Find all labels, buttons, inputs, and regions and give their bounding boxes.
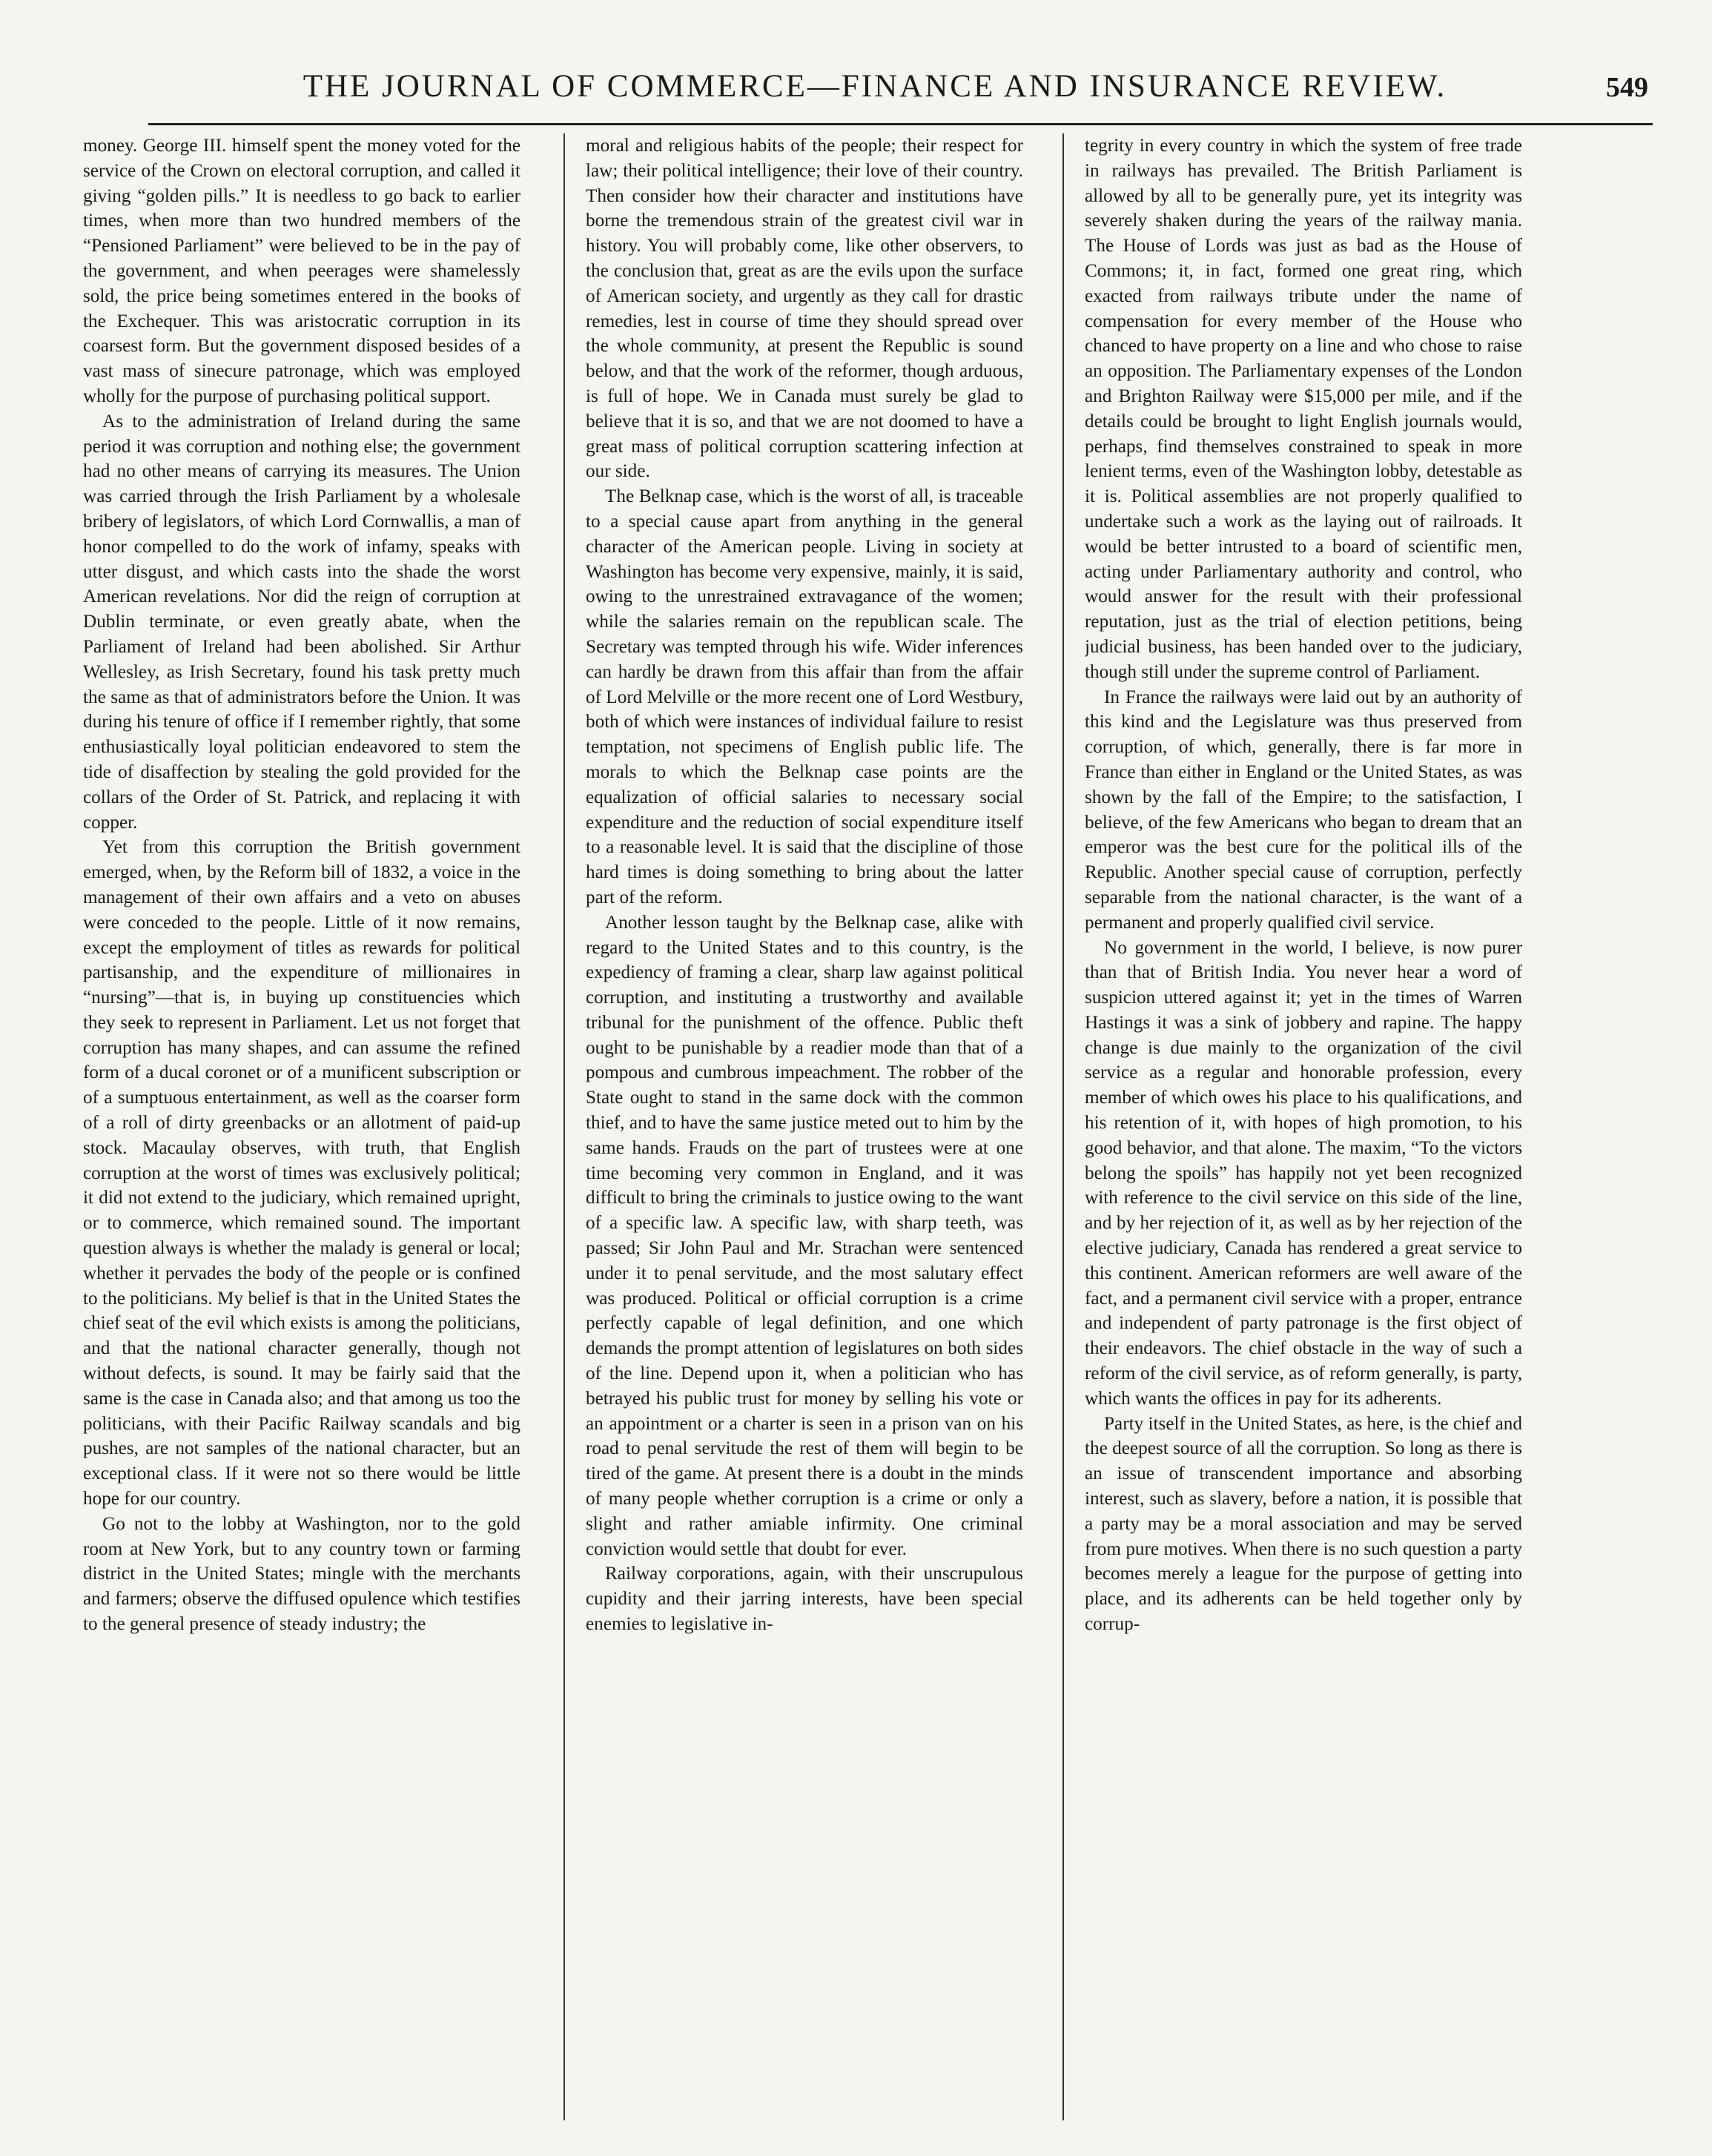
- paragraph: Go not to the lobby at Washington, nor to the gold room at New York, but to any country town or farming district in the United States; mingle with the merchants and farmers; observe the diffused opulence which testifies to the general presence of steady industry; the: [83, 1513, 520, 1635]
- page-number: 549: [1606, 72, 1648, 103]
- paragraph: Yet from this corruption the British government emerged, when, by the Reform bill of 1832, a voice in the management of their own affairs and a veto on abuses were conceded to the people. Little of it now remains, except the employment of titles as rewards for political partisanship, and the expenditure of millionaires in “nursing”—that is, in buying up constituencies which they seek to represent in Parliament. Let us not forget that corruption has many shapes, and can assume the refined form of a ducal coronet or of a munificent subscription or of a sumptuous entertainment, as well as the coarser form of a roll of dirty greenbacks or an allotment of paid-up stock. Macaulay observes, with truth, that English corruption at the worst of times was exclusively political; it did not extend to the judiciary, which remained upright, or to commerce, which remained sound. The important question always is whether the malady is general or local; whether it pervades the body of the people or is confined to the politicians. My belief is that in the United States the chief seat of the evil which exists is among the politicians, and that the national character generally, though not without defects, is sound. It may be fairly said that the same is the case in Canada also; and that among us too the politicians, with their Pacific Railway scandals and big pushes, are not samples of the national character, but an exceptional class. If it were not so there would be little hope for our country.: [83, 837, 520, 1509]
- paragraph: In France the railways were laid out by an authority of this kind and the Legislature was thus preserved from corruption, of which, generally, there is far more in France than either in England or the United States, as was shown by the fall of the Empire; to the satisfaction, I believe, of the few Americans who began to dream that an emperor was the best cure for the political ills of the Republic. Another special cause of corruption, perfectly separable from the national character, is the want of a permanent and properly qualified civil service.: [1085, 687, 1522, 933]
- paragraph: The Belknap case, which is the worst of all, is traceable to a special cause apart from anything in the general character of the American people. Living in society at Washington has become very expensive, mainly, it is said, owing to the unrestrained extravagance of the women; while the salaries remain on the republican scale. The Secretary was tempted through his wife. Wider inferences can hardly be drawn from this affair than from the affair of Lord Melville or the more recent one of Lord Westbury, both of which were instances of individual failure to resist temptation, not specimens of English public life. The morals to which the Belknap case points are the equalization of official salaries to necessary social expenditure and the reduction of social expenditure itself to a reasonable level. It is said that the discipline of those hard times is doing something to bring about the latter part of the reform.: [586, 486, 1023, 907]
- paragraph: money. George III. himself spent the money voted for the service of the Crown on electoral corruption, and called it giving “golden pills.” It is needless to go back to earlier times, when more than two hundred members of the “Pensioned Parliament” were believed to be in the pay of the government, and when peerages were shamelessly sold, the price being sometimes entered in the books of the Exchequer. This was aristocratic corruption in its coarsest form. But the government disposed besides of a vast mass of sinecure patronage, which was employed wholly for the purpose of purchasing political support.: [83, 136, 520, 406]
- column-rule: [563, 133, 565, 2120]
- paragraph: tegrity in every country in which the system of free trade in railways has prevailed. The British Parliament is allowed by all to be generally pure, yet its integrity was severely shaken during the years of the railway mania. The House of Lords was just as bad as the House of Commons; it, in fact, formed one great ring, which exacted from railways tribute under the name of compensation for every member of the House who chanced to have property on a line and who chose to raise an opposition. The Parliamentary expenses of the London and Brighton Railway were $15,000 per mile, and if the details could be brought to light English journals would, perhaps, find themselves constrained to speak in more lenient terms, even of the Washington lobby, detestable as it is. Political assemblies are not properly qualified to undertake such a work as the laying out of railroads. It would be better intrusted to a board of scientific men, acting under Parliamentary authority and control, who would answer for the result with their professional reputation, just as the trial of election petitions, being judicial business, has been handed over to the judiciary, though still under the supreme control of Parliament.: [1085, 136, 1522, 682]
- paragraph: Party itself in the United States, as here, is the chief and the deepest source of all the corruption. So long as there is an issue of transcendent importance and absorbing interest, such as slavery, before a nation, it is possible that a party may be a moral association and may be served from pure motives. When there is no such question a party becomes merely a league for the purpose of getting into place, and its adherents can be held together only by corrup-: [1085, 1413, 1522, 1635]
- paragraph: Railway corporations, again, with their unscrupulous cupidity and their jarring interests, have been special enemies to legislative in-: [586, 1564, 1023, 1635]
- paragraph: moral and religious habits of the people; their respect for law; their political intelligence; their love of their country. Then consider how their character and institutions have borne the tremendous strain of the greatest civil war in history. You will probably come, like other observers, to the conclusion that, great as are the evils upon the surface of American society, and urgently as they call for drastic remedies, lest in course of time they should spread over the whole community, at present the Republic is sound below, and that the work of the reformer, though arduous, is full of hope. We in Canada must surely be glad to believe that it is so, and that we are not doomed to have a great mass of political corruption scattering infection at our side.: [586, 136, 1023, 482]
- page-header: [148, 64, 1653, 125]
- column-rule: [1062, 133, 1064, 2120]
- column-2: [586, 133, 1023, 2106]
- paragraph: No government in the world, I believe, is now purer than that of British India. You never hear a word of suspicion uttered against it; yet in the times of Warren Hastings it was a sink of jobbery and rapine. The happy change is due mainly to the organization of the civil service as a regular and honorable profession, every member of which owes his place to his qualifications, and his retention of it, with hopes of high promotion, to his good behavior, and that alone. The maxim, “To the victors belong the spoils” has happily not yet been recognized with reference to the civil service on this side of the line, and by her rejection of it, as well as by her rejection of the elective judiciary, Canada has rendered a great service to this continent. American reformers are well aware of the fact, and a permanent civil service with a proper, entrance and independent of party patronage is the first object of their endeavors. The chief obstacle in the way of such a reform of the civil service, as of reform generally, is party, which wants the offices in pay for its adherents.: [1085, 937, 1522, 1409]
- column-1: [83, 133, 520, 2106]
- paragraph: As to the administration of Ireland during the same period it was corruption and nothing else; the government had no other means of carrying its measures. The Union was carried through the Irish Parliament by a wholesale bribery of legislators, of which Lord Cornwallis, a man of honor compelled to do the work of infamy, speaks with utter disgust, and which casts into the shade the worst American revelations. Nor did the reign of corruption at Dublin terminate, or even greatly abate, when the Parliament of Ireland had been abolished. Sir Arthur Wellesley, as Irish Secretary, found his task pretty much the same as that of administrators before the Union. It was during his tenure of office if I remember rightly, that some enthusiastically loyal politician endeavored to stem the tide of disaffection by stealing the gold provided for the collars of the Order of St. Patrick, and replacing it with copper.: [83, 411, 520, 833]
- running-head: THE JOURNAL OF COMMERCE—FINANCE AND INSURANCE REVIEW.: [303, 69, 1447, 104]
- column-3: [1085, 133, 1522, 2106]
- paragraph: Another lesson taught by the Belknap case, alike with regard to the United States and to this country, is the expediency of framing a clear, sharp law against political corruption, and instituting a trustworthy and available tribunal for the punishment of the offence. Public theft ought to be punishable by a readier mode than that of a pompous and cumbrous impeachment. The robber of the State ought to stand in the same dock with the common thief, and to have the same justice meted out to him by the same hands. Frauds on the part of trustees were at one time becoming very common in England, and it was difficult to bring the criminals to justice owing to the want of a specific law. A specific law, with sharp teeth, was passed; Sir John Paul and Mr. Strachan were sentenced under it to penal servitude, and the most salutary effect was produced. Political or official corruption is a crime perfectly capable of legal definition, and one which demands the prompt attention of legislatures on both sides of the line. Depend upon it, when a politician who has betrayed his public trust for money by selling his vote or an appointment or a charter is seen in a prison van on his road to penal servitude the rest of them will begin to be tired of the game. At present there is a doubt in the minds of many people whether corruption is a crime or only a slight and rather amiable infirmity. One criminal conviction would settle that doubt for ever.: [586, 912, 1023, 1559]
